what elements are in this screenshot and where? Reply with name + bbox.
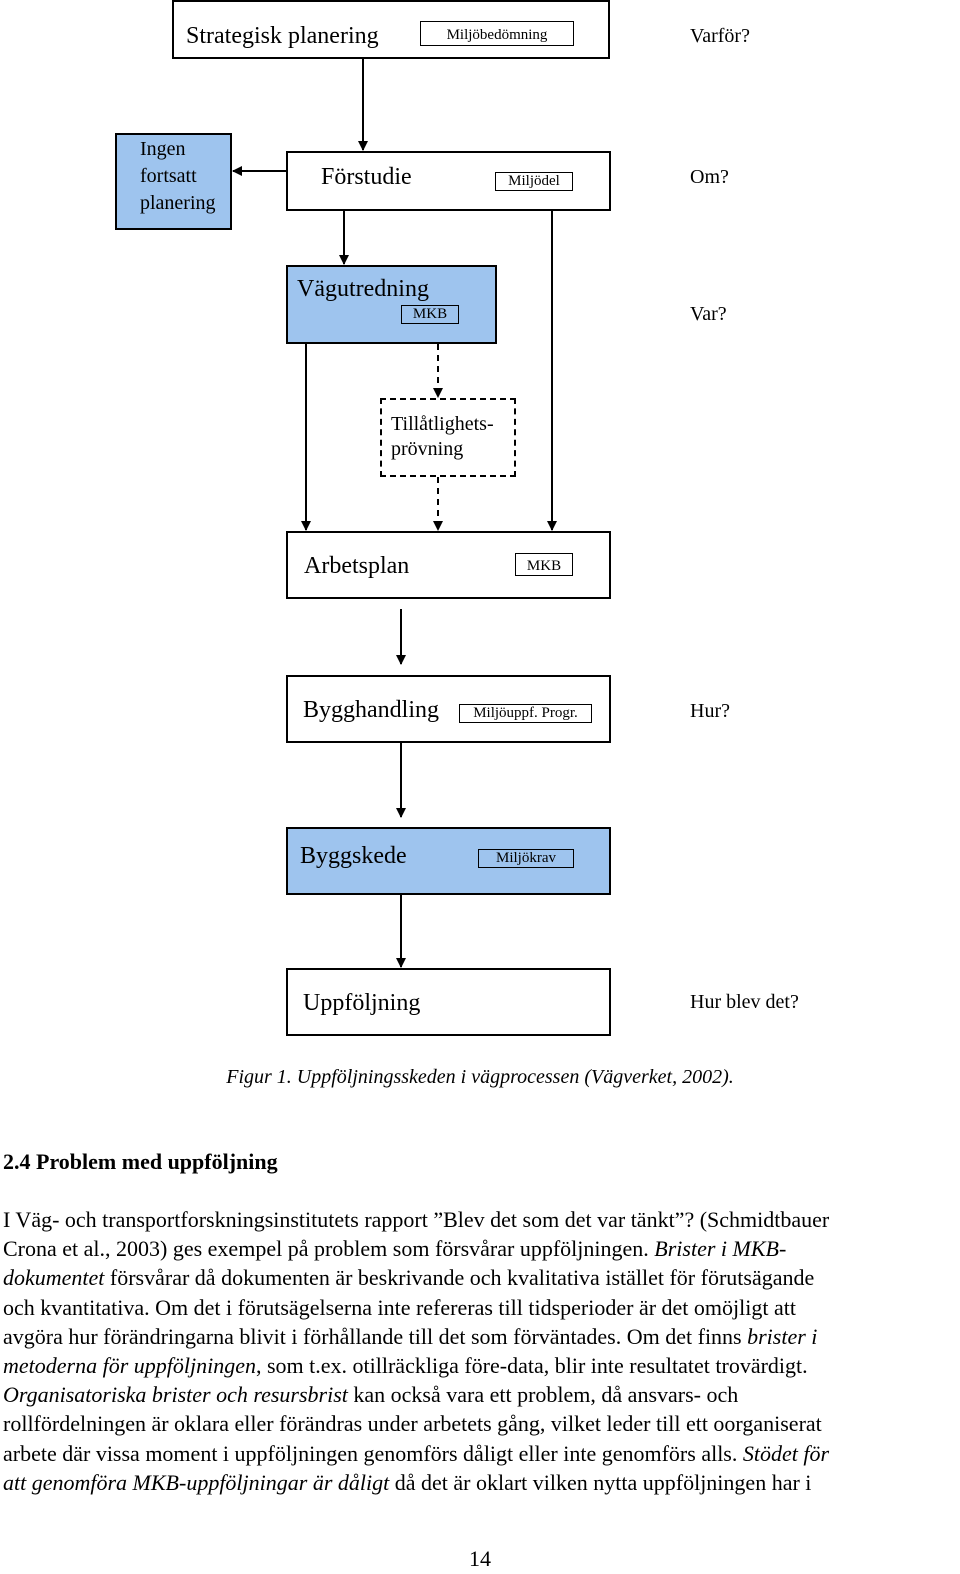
question-varfor: Varför? [690, 25, 750, 47]
text: avgöra hur förändringarna blivit i förhållande till det som förväntades. Om det finns [3, 1323, 748, 1349]
text: , som t.ex. otillräckliga före-data, blir inte resultatet trovärdigt. [255, 1353, 808, 1379]
paragraph-line [3, 1439, 959, 1468]
stage-title: Förstudie [321, 164, 412, 190]
stage-byggskede [286, 827, 611, 895]
stage-title: Vägutredning [297, 276, 429, 302]
italic-text: metoderna för uppföljningen [3, 1353, 256, 1379]
paragraph-line [3, 1293, 959, 1322]
italic-text: Brister i MKB- [654, 1236, 787, 1262]
question-hur: Hur? [690, 700, 730, 722]
stage-bygghandling [286, 675, 611, 743]
paragraph-line [3, 1351, 959, 1380]
text: Crona et al., 2003) ges exempel på problem som försvårar uppföljningen. [3, 1236, 655, 1262]
stage-tag: MKB [401, 305, 459, 324]
stage-tag: Miljökrav [478, 849, 574, 868]
paragraph-line [3, 1409, 959, 1438]
stage-title-line: prövning [391, 438, 464, 460]
italic-text: att genomföra MKB-uppföljningar är dåligt [3, 1469, 390, 1495]
stage-title-line: Tillåtlighets- [391, 413, 494, 435]
text: rollfördelningen är oklara eller förändras under arbetets gång, vilket leder till ett oorganiserat [3, 1411, 822, 1437]
section-heading: 2.4 Problem med uppföljning [3, 1149, 278, 1174]
side-box-line: Ingen [140, 138, 186, 160]
side-box-line: fortsatt [140, 165, 197, 187]
stage-title: Bygghandling [303, 697, 439, 723]
italic-text: Stödet för [742, 1440, 830, 1466]
question-hur-blev-det: Hur blev det? [690, 991, 799, 1013]
text: och kvantitativa. Om det i förutsägelserna inte refereras till tidsperioder är det omöjligt att [3, 1294, 796, 1320]
text: arbete där vissa moment i uppföljningen genomförs dåligt eller inte genomförs alls. [3, 1440, 743, 1466]
paragraph-line [3, 1263, 959, 1292]
body-paragraph [3, 1205, 959, 1497]
text: då det är oklart vilken nytta uppföljningen har i [389, 1469, 812, 1495]
text: försvårar då dokumenten är beskrivande och kvalitativa istället för förutsägande [104, 1265, 815, 1291]
figure-caption: Figur 1. Uppföljningsskeden i vägprocessen (Vägverket, 2002). [226, 1066, 734, 1088]
stage-arbetsplan [286, 531, 611, 599]
italic-text: Organisatoriska brister och resursbrist [3, 1382, 348, 1408]
side-box-line: planering [140, 192, 216, 214]
page-number: 14 [469, 1546, 491, 1571]
question-var: Var? [690, 303, 727, 325]
stage-title: Uppföljning [303, 990, 421, 1016]
stage-title: Strategisk planering [186, 23, 379, 49]
stage-strategisk-planering [172, 0, 610, 59]
side-box-ingen-fortsatt-planering [115, 133, 232, 230]
stage-title: Byggskede [300, 843, 407, 869]
stage-tag: Miljöbedömning [420, 21, 574, 46]
paragraph-line [3, 1205, 959, 1234]
question-om: Om? [690, 166, 729, 188]
italic-text: brister i [747, 1323, 818, 1349]
stage-forstudie [286, 151, 611, 211]
stage-tag: Miljödel [495, 172, 573, 191]
stage-tag: MKB [515, 553, 573, 576]
paragraph-line [3, 1380, 959, 1409]
text: I Väg- och transportforskningsinstitutets rapport ”Blev det som det var tänkt”? (Schmidtbauer [3, 1207, 830, 1232]
italic-text: dokumentet [3, 1265, 105, 1291]
paragraph-line [3, 1322, 959, 1351]
text: kan också vara ett problem, då ansvars- och [347, 1382, 739, 1408]
stage-tillatlighetsprovning [380, 398, 516, 477]
stage-vagutredning [286, 265, 497, 344]
stage-title: Arbetsplan [304, 553, 410, 579]
stage-tag: Miljöuppf. Progr. [459, 704, 592, 723]
paragraph-line [3, 1234, 959, 1263]
stage-uppfoljning [286, 968, 611, 1036]
paragraph-line [3, 1468, 959, 1497]
